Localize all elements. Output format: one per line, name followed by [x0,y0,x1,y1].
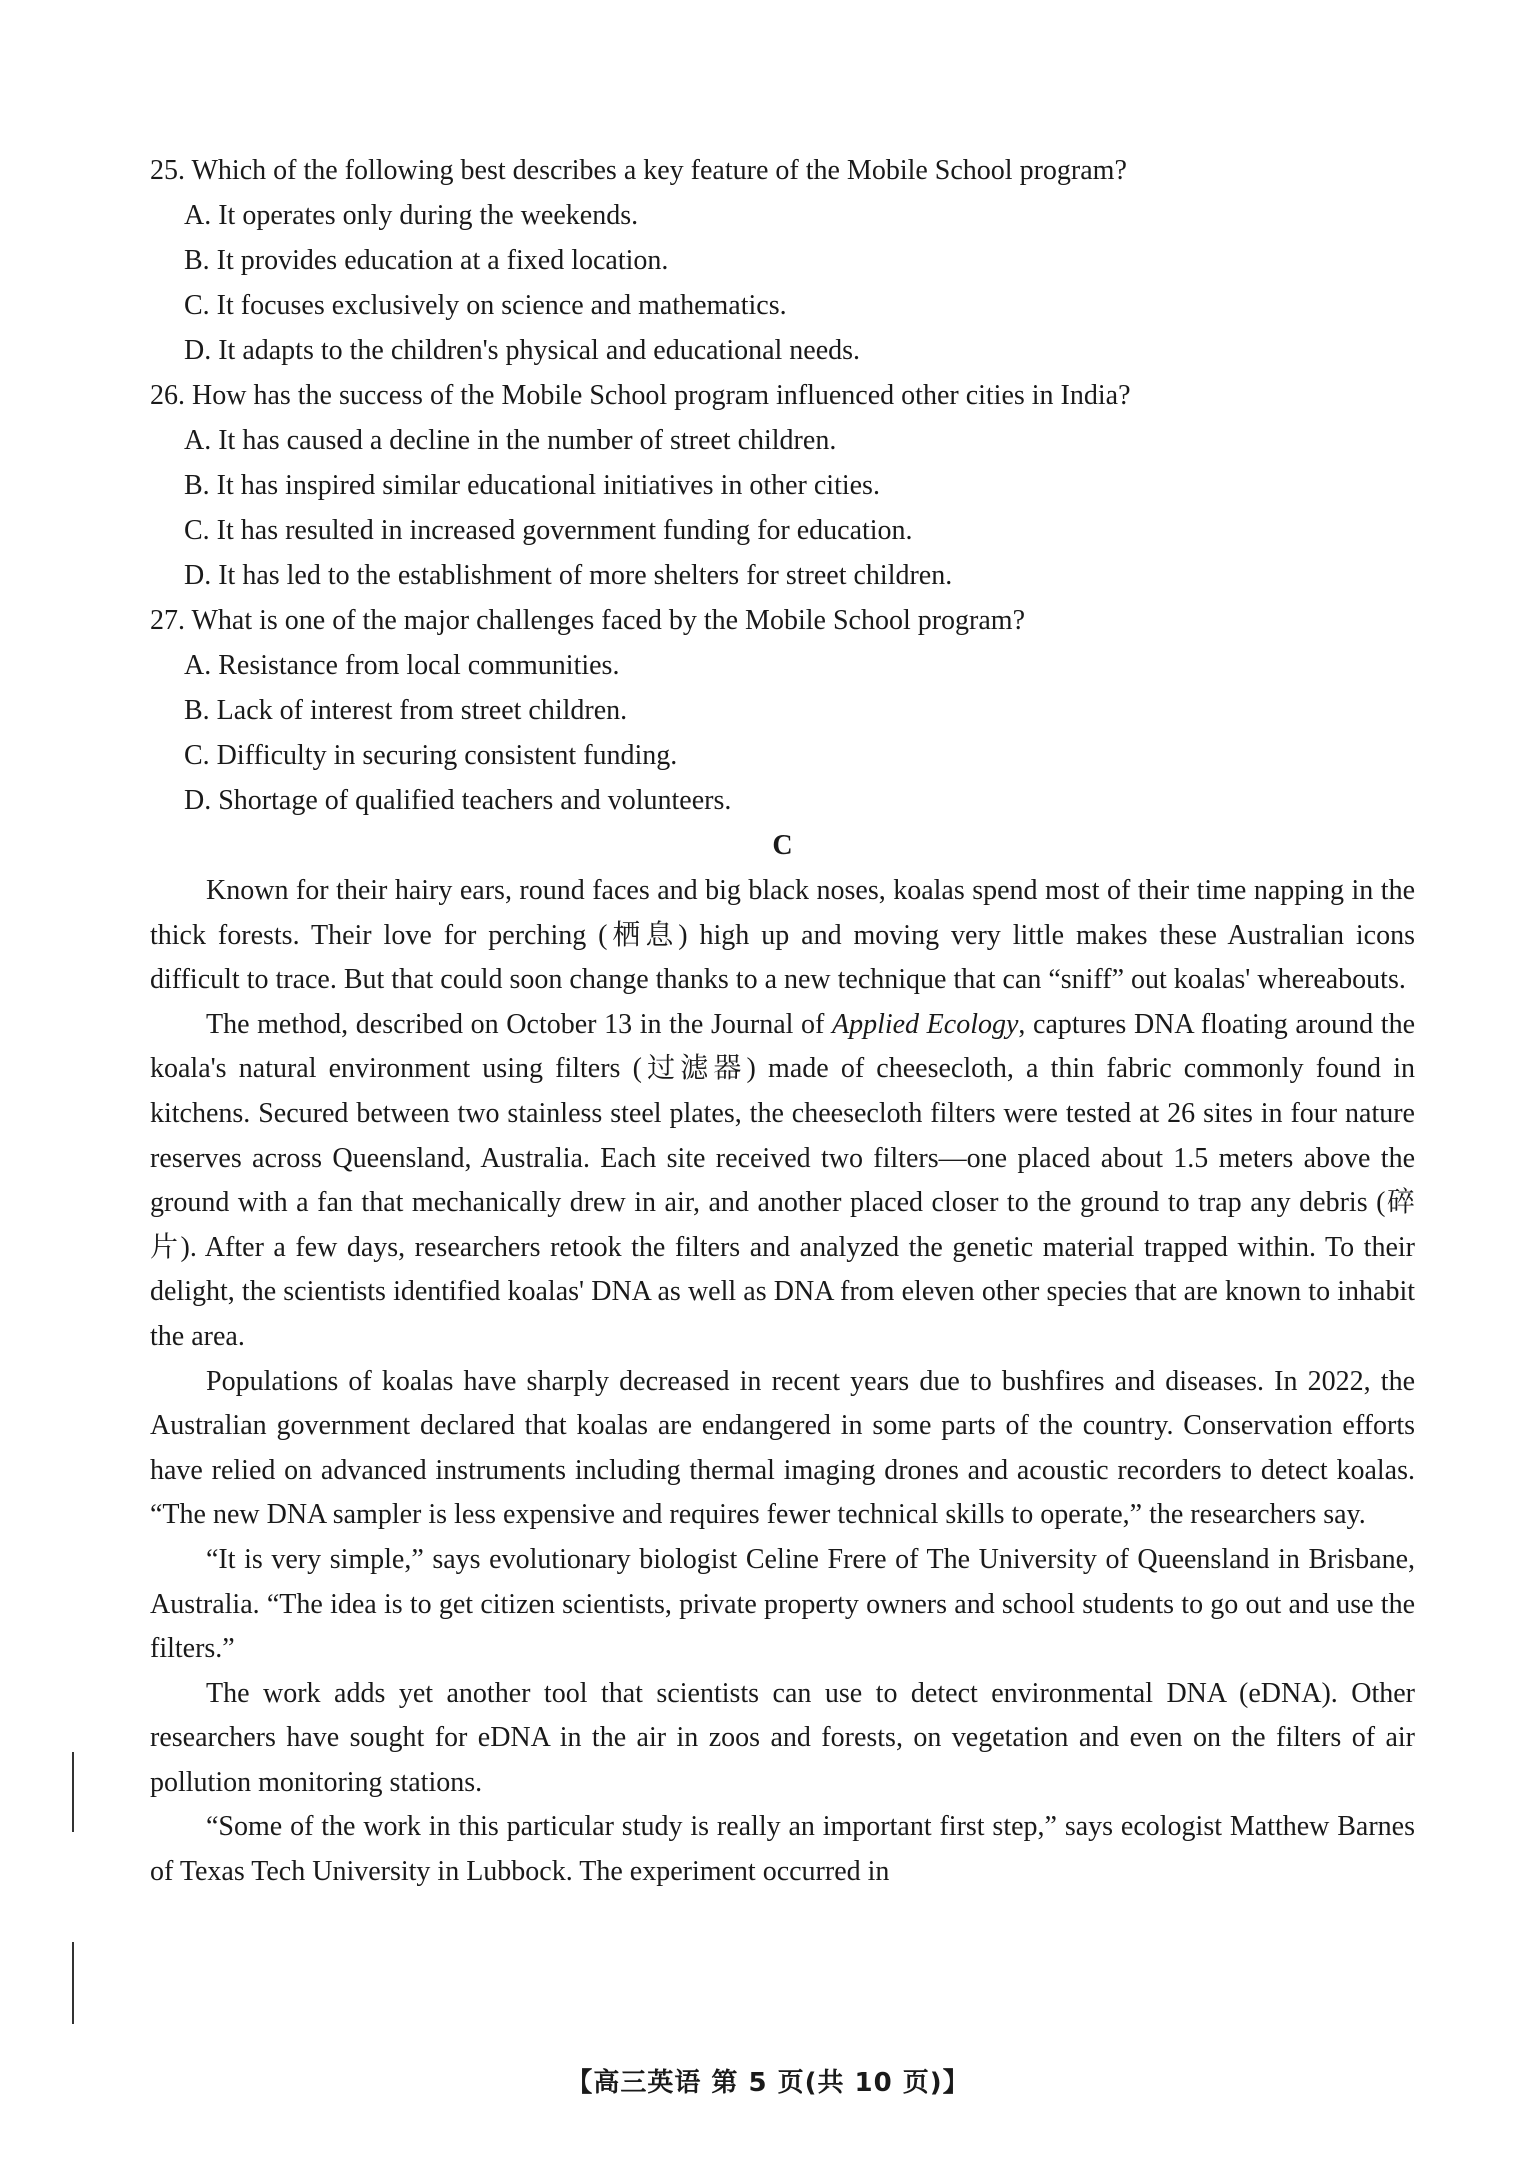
page-footer: 【高三英语 第 5 页(共 10 页)】 [566,2068,970,2098]
passage-paragraph-6: “Some of the work in this particular study is really an important first step,” says ecologist Matthew Barnes of Texas Tech University in Lubbock. The experiment occurred in [150,1811,1415,1888]
option-a: A. It operates only during the weekends. [184,200,639,231]
reading-passage [150,869,1415,1895]
journal-name: Applied Ecology [831,1008,1019,1040]
section-title: C [772,830,793,861]
option-d: D. It has led to the establishment of more shelters for street children. [184,560,953,591]
question-stem: 27. What is one of the major challenges faced by the Mobile School program? [150,605,1025,636]
option-d: D. Shortage of qualified teachers and volunteers. [184,785,732,816]
paragraph-text: , captures DNA floating around the koala's natural environment using filters (过滤器) made of cheesecloth, a thin fabric commonly found in kitchens. Secured between two stainless steel plates, the cheesecloth filters were tested at 26 sites in four nature reserves across Queensland, Australia. Each site received two filters—one placed about 1.5 meters above the ground with a fan that mechanically drew in air, and another placed closer to the ground to trap any debris (碎片). After a few days, researchers retook the filters and analyzed the genetic material trapped within. To their delight, the scientists identified koalas' DNA as well as DNA from eleven other species that are known to inhabit the area. [150,1008,1415,1352]
passage-paragraph-5: The work adds yet another tool that scientists can use to detect environmental DNA (eDNA). Other researchers have sought for eDNA in the air in zoos and forests, on vegetation and even on the filters of air pollution monitoring stations. [150,1677,1415,1798]
option-d: D. It adapts to the children's physical and educational needs. [184,335,861,366]
binding-line-mark [72,1942,74,2024]
question-27 [150,598,1415,823]
option-c: C. It has resulted in increased government funding for education. [184,515,913,546]
question-25 [150,148,1415,373]
option-c: C. Difficulty in securing consistent funding. [184,740,678,771]
question-stem: 25. Which of the following best describes a key feature of the Mobile School program? [150,155,1127,186]
paragraph-text: The method, described on October 13 in the Journal of [206,1008,832,1040]
passage-paragraph-1: Known for their hairy ears, round faces and big black noses, koalas spend most of their time napping in the thick forests. Their love for perching (栖息) high up and moving very little makes these Australian icons difficult to trace. But that could soon change thanks to a new technique that can “sniff” out koalas' whereabouts. [150,875,1415,996]
question-26 [150,373,1415,598]
question-stem: 26. How has the success of the Mobile School program influenced other cities in India? [150,380,1131,411]
option-c: C. It focuses exclusively on science and mathematics. [184,290,787,321]
passage-paragraph-4: “It is very simple,” says evolutionary biologist Celine Frere of The University of Queensland in Brisbane, Australia. “The idea is to get citizen scientists, private property owners and school students to go out and use the filters.” [150,1543,1415,1665]
option-b: B. Lack of interest from street children. [184,695,628,726]
option-b: B. It provides education at a fixed location. [184,245,669,276]
page-content [150,148,1415,1895]
binding-line-mark [72,1752,74,1832]
passage-paragraph-2 [150,1003,1415,1360]
option-b: B. It has inspired similar educational initiatives in other cities. [184,470,880,501]
option-a: A. It has caused a decline in the number of street children. [184,425,837,456]
passage-paragraph-3: Populations of koalas have sharply decreased in recent years due to bushfires and diseases. In 2022, the Australian government declared that koalas are endangered in some parts of the country. Conservation efforts have relied on advanced instruments including thermal imaging drones and acoustic recorders to detect koalas. “The new DNA sampler is less expensive and requires fewer technical skills to operate,” the researchers say. [150,1365,1415,1531]
option-a: A. Resistance from local communities. [184,650,620,681]
